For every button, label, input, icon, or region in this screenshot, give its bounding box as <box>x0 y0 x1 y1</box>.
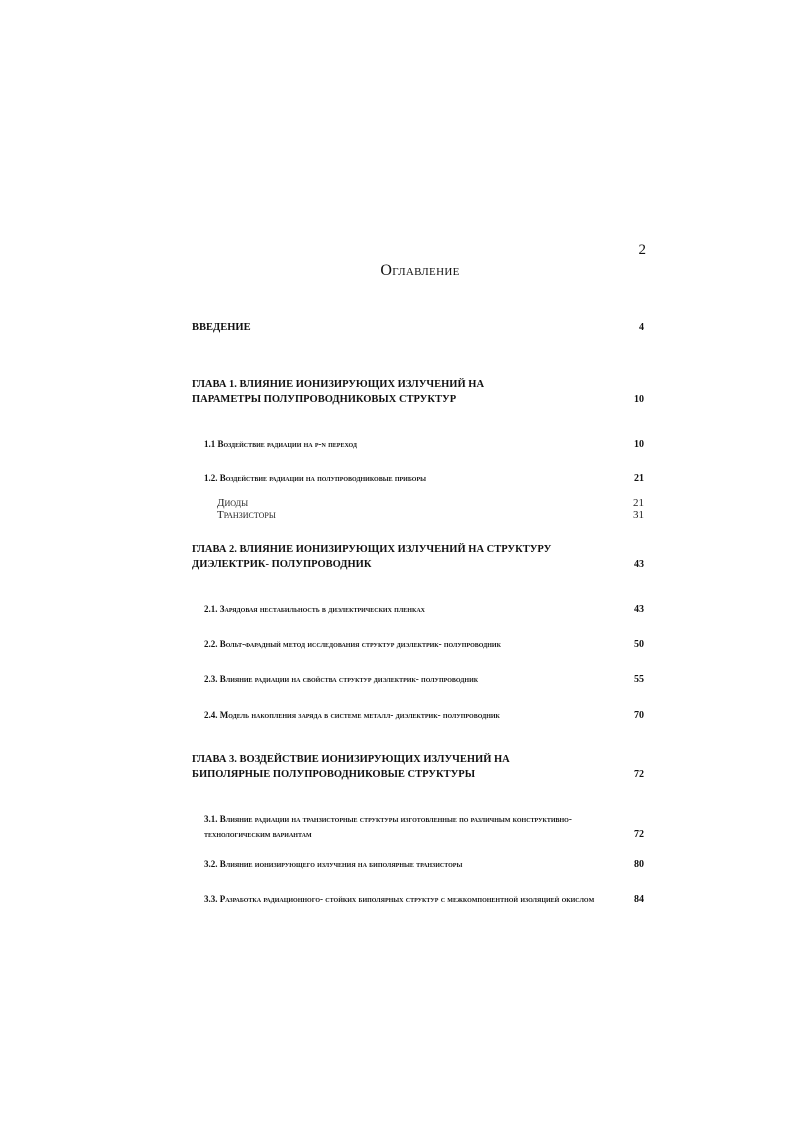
toc-entry-page: 4 <box>639 322 644 333</box>
toc-entry-page: 80 <box>634 859 644 870</box>
toc-entry-chapter-2 <box>192 542 644 572</box>
toc-entry-section-2-4 <box>204 708 644 723</box>
toc-entry-text: 2.4. Модель накопления заряда в системе металл- диэлектрик- полупроводник <box>204 710 500 720</box>
toc-entry-text: ВВЕДЕНИЕ <box>192 322 251 333</box>
toc-entry-transistors <box>217 509 644 521</box>
toc-entry-page: 70 <box>634 710 644 721</box>
toc-entry-diodes <box>217 497 644 509</box>
page-title: Оглавление <box>380 262 460 279</box>
toc-entry-page: 43 <box>634 559 644 570</box>
toc-entry-page: 31 <box>633 509 644 521</box>
toc-entry-text: 2.1. Зарядовая нестабильность в диэлектрических пленках <box>204 604 425 614</box>
page-number: 2 <box>638 242 646 258</box>
toc-entry-text: ГЛАВА 1. ВЛИЯНИЕ ИОНИЗИРУЮЩИХ ИЗЛУЧЕНИЙ НА ПАРАМЕТРЫ ПОЛУПРОВОДНИКОВЫХ СТРУКТУР <box>192 379 485 405</box>
toc-entry-section-1-2 <box>204 471 644 486</box>
toc-entry-text: 3.2. Влияние ионизирующего излучения на биполярные транзисторы <box>204 859 463 869</box>
toc-entry-text: 3.1. Влияние радиации на транзисторные структуры изготовленные по различным конструктивно-технологическим вариантам <box>204 814 572 839</box>
toc-entry-section-2-1 <box>204 602 644 617</box>
toc-entry-page: 84 <box>634 894 644 905</box>
toc-entry-text: 1.1 Воздействие радиации на p-n переход <box>204 439 357 449</box>
toc-entry-page: 72 <box>634 829 644 840</box>
toc-entry-text: ГЛАВА 3. ВОЗДЕЙСТВИЕ ИОНИЗИРУЮЩИХ ИЗЛУЧЕНИЙ НА БИПОЛЯРНЫЕ ПОЛУПРОВОДНИКОВЫЕ СТРУКТУРЫ <box>192 754 510 780</box>
toc-entry-text: 1.2. Воздействие радиации на полупроводниковые приборы <box>204 473 426 483</box>
toc-entry-page: 72 <box>634 769 644 780</box>
toc-entry-section-3-2 <box>204 857 644 872</box>
toc-entry-page: 21 <box>633 497 644 509</box>
toc-entry-intro <box>192 320 644 335</box>
toc-entry-chapter-1 <box>192 377 644 407</box>
toc-entry-page: 50 <box>634 639 644 650</box>
toc-entry-section-2-3 <box>204 672 644 687</box>
toc-entry-page: 10 <box>634 439 644 450</box>
toc-entry-page: 55 <box>634 674 644 685</box>
toc-entry-section-3-1 <box>204 812 644 842</box>
toc-entry-text: Транзисторы <box>217 509 276 521</box>
toc-entry-page: 10 <box>634 394 644 405</box>
toc-entry-text: 3.3. Разработка радиационного- стойких биполярных структур с межкомпонентной изоляцией окислом <box>204 894 595 904</box>
toc-entry-chapter-3 <box>192 752 644 782</box>
toc-entry-section-2-2 <box>204 637 644 652</box>
toc-entry-text: 2.3. Влияние радиации на свойства структур диэлектрик- полупроводник <box>204 674 479 684</box>
toc-entry-text: Диоды <box>217 497 249 509</box>
toc-entry-page: 43 <box>634 604 644 615</box>
toc-entry-section-1-1 <box>204 437 644 452</box>
toc-entry-section-3-3 <box>204 892 644 907</box>
toc-entry-text: 2.2. Вольт-фарадный метод исследования структур диэлектрик- полупроводник <box>204 639 501 649</box>
toc-entry-page: 21 <box>634 473 644 484</box>
toc-entry-text: ГЛАВА 2. ВЛИЯНИЕ ИОНИЗИРУЮЩИХ ИЗЛУЧЕНИЙ НА СТРУКТУРУ ДИЭЛЕКТРИК- ПОЛУПРОВОДНИК <box>192 544 552 570</box>
